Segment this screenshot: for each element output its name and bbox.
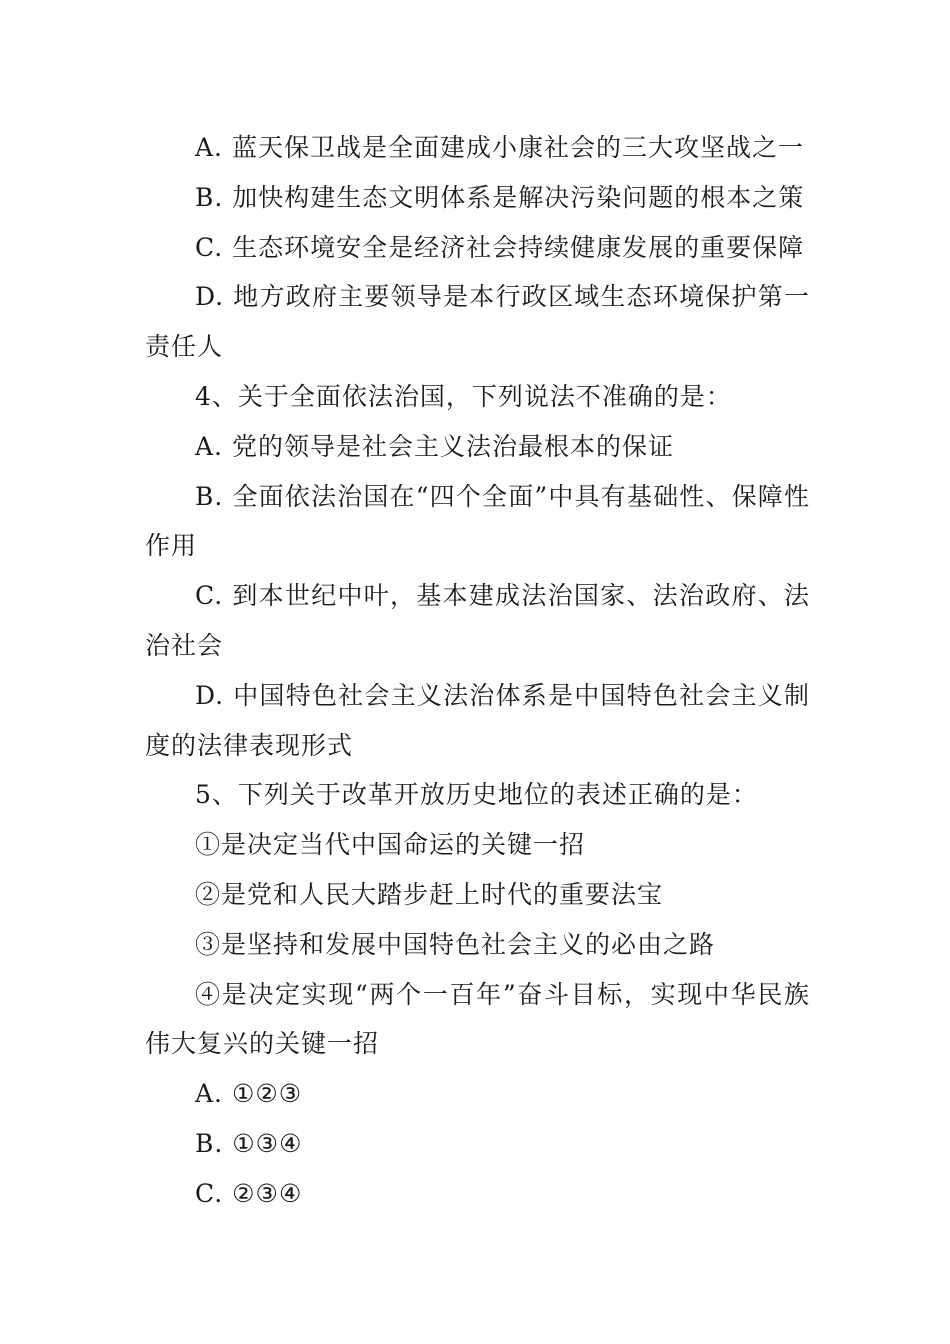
option-a-q4: A. 党的领导是社会主义法治最根本的保证 <box>195 431 674 461</box>
option-c-q5: C. ②③④ <box>195 1178 303 1208</box>
document-body <box>145 123 810 1219</box>
statement-4-q5: ④是决定实现“两个一百年”奋斗目标，实现中华民族伟大复兴的关键一招 <box>145 979 810 1059</box>
option-b-q5: B. ①③④ <box>195 1128 303 1158</box>
question-5: 5、下列关于改革开放历史地位的表述正确的是： <box>195 780 758 810</box>
statement-3-q5: ③是坚持和发展中国特色社会主义的必由之路 <box>195 929 716 959</box>
option-d-q3: D. 地方政府主要领导是本行政区域生态环境保护第一责任人 <box>145 282 810 362</box>
option-b-q3: B. 加快构建生态文明体系是解决污染问题的根本之策 <box>195 182 805 212</box>
option-a-q3: A. 蓝天保卫战是全面建成小康社会的三大攻坚战之一 <box>195 133 804 162</box>
option-b-q4: B. 全面依法治国在“四个全面”中具有基础性、保障性作用 <box>145 481 810 561</box>
option-a-q5: A. ①②③ <box>195 1079 303 1109</box>
statement-2-q5: ②是党和人民大踏步赶上时代的重要法宝 <box>195 879 664 909</box>
statement-1-q5: ①是决定当代中国命运的关键一招 <box>195 830 586 860</box>
option-c-q3: C. 生态环境安全是经济社会持续健康发展的重要保障 <box>195 232 805 262</box>
option-d-q4: D. 中国特色社会主义法治体系是中国特色社会主义制度的法律表现形式 <box>145 680 810 760</box>
option-c-q4: C. 到本世纪中叶，基本建成法治国家、法治政府、法治社会 <box>145 581 810 660</box>
question-4: 4、关于全面依法治国，下列说法不准确的是： <box>195 381 732 411</box>
